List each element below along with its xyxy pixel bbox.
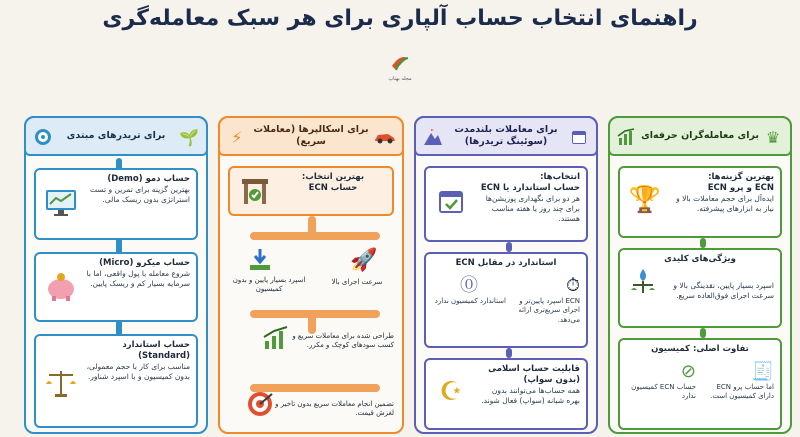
- longterm-choice-title: انتخاب‌ها:: [540, 172, 580, 182]
- page-title: راهنمای انتخاب حساب آلپاری برای هر سبک معامله‌گری: [102, 6, 698, 31]
- droplet-scales-icon: [626, 264, 660, 298]
- column-scalpers: [218, 116, 404, 434]
- pros-features-card: [618, 248, 782, 328]
- moon-star-icon: ☪: [439, 377, 463, 408]
- pros-diff-card: [618, 338, 782, 430]
- longterm-connector-1: [506, 242, 512, 252]
- beginners-standard-desc: مناسب برای کار با حجم معمولی، بدون کمیسیون و با اسپرد شناور.: [86, 362, 190, 381]
- pros-best-desc: ایده‌آل برای حجم معاملات بالا و نیاز به ابزارهای پیشرفته.: [676, 194, 774, 213]
- longterm-compare-left: استاندارد کمیسیون ندارد: [434, 297, 506, 306]
- pros-connector-2: [700, 328, 706, 338]
- pros-diff-title: تفاوت اصلی: کمیسیون: [651, 344, 749, 354]
- longterm-choice-value: حساب استاندارد یا ECN: [480, 183, 580, 194]
- trophy-icon: 🏆: [628, 185, 662, 216]
- scalpers-step-2: اسپرد بسیار پایین و بدون کمیسیون: [232, 276, 306, 294]
- beginners-card-micro: [34, 252, 198, 322]
- piggy-bank-icon: [42, 268, 80, 306]
- calendar-icon: [568, 126, 590, 148]
- beginners-micro-desc: شروع معامله با پول واقعی، اما با سرمایه بسیار کم و ریسک پایین.: [86, 269, 190, 288]
- column-pros: [608, 116, 792, 434]
- longterm-compare-title: استاندارد در مقابل ECN: [455, 258, 557, 268]
- race-car-icon: [374, 126, 396, 148]
- scalpers-best-value: حساب ECN: [308, 183, 358, 194]
- beginners-standard-title: حساب استاندارد (Standard): [122, 340, 190, 362]
- scalpers-step-1: سرعت اجرای بالا: [331, 278, 383, 286]
- column-beginners-title: برای تریدرهای مبتدی: [66, 130, 166, 142]
- logo: [378, 52, 422, 84]
- lightning-icon: ⚡: [231, 127, 243, 147]
- column-longterm-title: برای معاملات بلندمدت (سوئینگ تریدرها): [454, 124, 558, 147]
- longterm-islamic-desc: همه حساب‌ها می‌توانند بدون بهره شبانه (سواپ) فعال شوند.: [481, 386, 580, 405]
- scalpers-step-3: طراحی شده برای معاملات سریع و کسب سودهای کوچک و مکرر.: [292, 332, 394, 350]
- logo-text: مجله بهتاپ: [388, 76, 412, 82]
- mountain-icon: [422, 126, 444, 148]
- down-arrow-icon: [244, 244, 276, 276]
- pros-features-desc: اسپرد بسیار پایین، نقدینگی بالا و سرعت اجرای فوق‌العاده سریع.: [673, 281, 774, 300]
- scalpers-pipe-4: [308, 314, 316, 334]
- pros-connector-1: [700, 238, 706, 248]
- longterm-islamic-title: قابلیت حساب اسلامی (بدون سواپ): [488, 364, 580, 386]
- chart-monitor-icon: [42, 184, 80, 222]
- beginners-demo-desc: بهترین گزینه برای تمرین و تست استراتژی بدون ریسک مالی.: [89, 185, 190, 204]
- pros-best-card: [618, 166, 782, 238]
- longterm-connector-2: [506, 348, 512, 358]
- plant-icon: 🌱: [179, 127, 199, 147]
- crown-icon: ♛: [765, 127, 781, 147]
- pros-best-value: ECN و پرو ECN: [707, 183, 774, 194]
- beginners-card-standard: [34, 334, 198, 428]
- scales-icon: [42, 364, 80, 402]
- coin-receipt-icon: 🧾: [751, 361, 774, 382]
- beginners-demo-title: حساب دمو (Demo): [107, 174, 190, 184]
- beginners-card-demo: [34, 168, 198, 240]
- longterm-islamic-card: [424, 358, 588, 430]
- beginners-micro-title: حساب میکرو (Micro): [99, 258, 190, 268]
- zero-icon: ⓪: [460, 275, 478, 296]
- stopwatch-icon: ⏱: [565, 275, 580, 296]
- target-icon: [32, 126, 54, 148]
- column-beginners: [24, 116, 208, 434]
- scalpers-pipe-2: [250, 232, 380, 240]
- column-scalpers-title: برای اسکالپرها (معاملات سریع): [253, 124, 369, 147]
- calendar-check-icon: [432, 182, 470, 220]
- scalpers-best-card: [228, 166, 394, 216]
- longterm-choice-card: [424, 166, 588, 242]
- longterm-compare-card: [424, 252, 588, 348]
- server-icon: [236, 172, 274, 210]
- scalpers-best-label: بهترین انتخاب:: [301, 172, 365, 182]
- target-arrow-icon: [244, 388, 276, 420]
- pros-diff-left: حساب ECN کمیسیون ندارد: [631, 383, 696, 401]
- column-pros-title: برای معامله‌گران حرفه‌ای: [641, 130, 759, 142]
- rocket-icon: 🚀: [350, 247, 378, 273]
- longterm-choice-desc: هر دو برای نگهداری پوزیشن‌ها برای چند روز یا هفته مناسب هستند.: [485, 194, 580, 223]
- column-longterm: [414, 116, 598, 434]
- pros-features-title: ویژگی‌های کلیدی: [664, 254, 736, 264]
- brand-logo-icon: [388, 52, 412, 72]
- pros-diff-right: اما حساب پرو ECN دارای کمیسیون است.: [710, 383, 774, 401]
- pros-best-title: بهترین گزینه‌ها:: [708, 172, 774, 182]
- growth-chart-icon: [616, 126, 638, 148]
- no-commission-icon: ⊘: [680, 361, 696, 382]
- longterm-compare-right: ECN اسپرد پایین‌تر و اجرای سریع‌تری ارائه می‌دهد.: [518, 297, 580, 324]
- scalpers-step-4: تضمین انجام معاملات سریع بدون تاخیر و لغزش قیمت.: [275, 400, 394, 418]
